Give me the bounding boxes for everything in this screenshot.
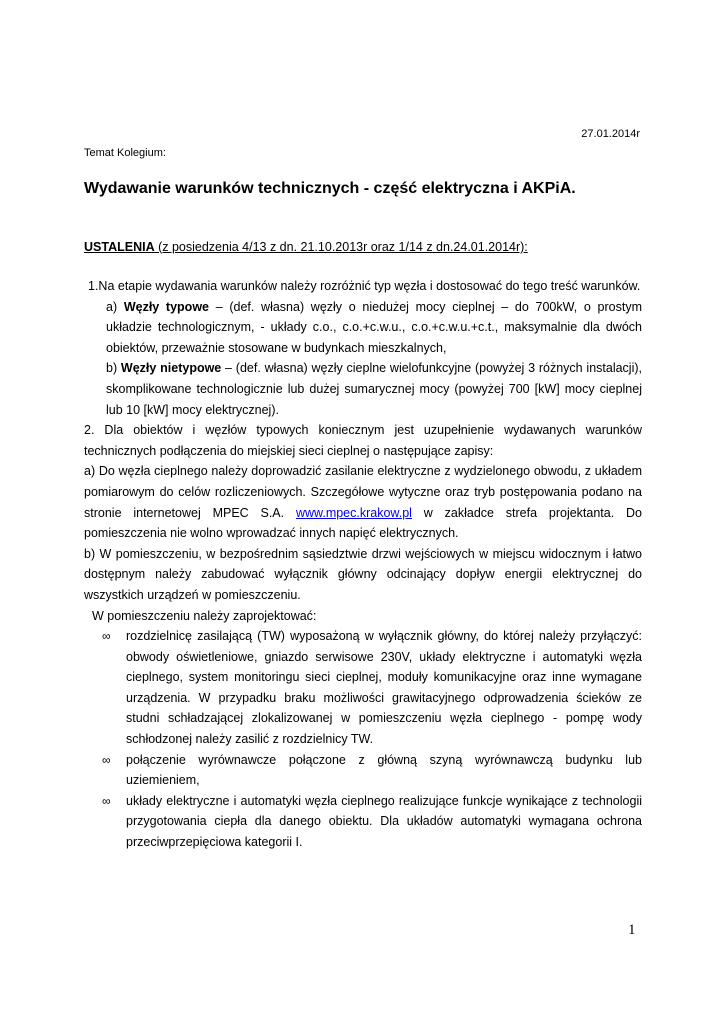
infinity-bullet-icon: ∞ xyxy=(102,752,111,767)
section2-item-a xyxy=(84,461,642,543)
ustalenia-label: USTALENIA xyxy=(84,240,155,254)
ustalenia-heading xyxy=(84,240,528,254)
section2-intro: 2. Dla obiektów i węzłów typowych koniecznym jest uzupełnienie wydawanych warunków technicznych podłączenia do miejskiej sieci cieplnej o następujące zapisy: xyxy=(84,423,642,458)
section1-item-b-text: – (def. własna) węzły cieplne wielofunkcyjne (powyżej 3 różnych instalacji), skomplikowane technologicznie lub dużej sumarycznej mocy (powyżej 700 [kW] mocy cieplnej lub 10 [kW] mocy elektrycznej). xyxy=(106,361,642,417)
section1-item-a-prefix: a) xyxy=(106,299,124,314)
list-item xyxy=(84,791,642,853)
section1-item-a xyxy=(84,297,642,359)
section2-item-b: b) W pomieszczeniu, w bezpośrednim sąsiedztwie drzwi wejściowych w miejscu widocznym i łatwo dostępnym należy zabudować wyłącznik główny odcinający dopływ energii elektrycznej do wszystkich urządzeń w pomieszczeniu. xyxy=(84,546,642,602)
section1-item-a-text: – (def. własna) węzły o niedużej mocy cieplnej – do 700kW, o prostym układzie technologicznym, - układy c.o., c.o.+c.w.u., c.o.+c.w.u.+c.t., maksymalnie dla dwóch obiektów, przeważnie stosowane w budynkach mieszkalnych, xyxy=(106,299,642,355)
list-item xyxy=(84,626,642,750)
section1-item-b xyxy=(84,358,642,420)
section1-item-b-bold: Węzły nietypowe xyxy=(120,361,222,376)
list-item-text: rozdzielnicę zasilającą (TW) wyposażoną w wyłącznik główny, do której należy przyłączyć: obwody oświetleniowe, gniazdo serwisowe 230V, układy elektryczne i automatyki węzła cieplnego, system monitoringu sieci cieplnej, moduły komunikacyjne oraz inne wymagane urządzenia. W przypadku braku możliwości grawitacyjnego odprowadzenia ścieków ze studni schładzającej zlokalizowanej w pomieszczeniu węzła cieplnego - pompę wody schłodzonej należy zasilić z rozdzielnicy TW. xyxy=(126,629,642,747)
section1-item-b-prefix: b) xyxy=(106,361,121,376)
document-body xyxy=(84,276,642,853)
room-design-intro: W pomieszczeniu należy zaprojektować: xyxy=(92,608,317,623)
list-item-text: połączenie wyrównawcze połączone z główną szyną wyrównawczą budynku lub uziemieniem, xyxy=(126,752,642,788)
topic-label: Temat Kolegium: xyxy=(84,147,166,159)
section1-item-a-bold: Węzły typowe xyxy=(123,299,209,314)
mpec-website-link[interactable]: www.mpec.krakow.pl xyxy=(295,505,412,520)
list-item xyxy=(84,750,642,791)
page-number: 1 xyxy=(628,922,636,938)
document-date: 27.01.2014r xyxy=(581,128,640,140)
ustalenia-details: (z posiedzenia 4/13 z dn. 21.10.2013r oraz 1/14 z dn.24.01.2014r): xyxy=(154,240,528,254)
section2-item-a-text-2: w zakładce strefa projektanta. Do pomieszczenia nie wolno wprowadzać innych napięć elektrycznych. xyxy=(84,505,643,541)
infinity-bullet-icon: ∞ xyxy=(102,629,111,644)
section2-item-a-text-1: a) Do węzła cieplnego należy doprowadzić zasilanie elektryczne z wydzielonego obwodu, z układem pomiarowym do celów rozliczeniowych. Szczegółowe wytyczne oraz tryb postępowania podano na stronie internetowej MPEC S.A. xyxy=(84,464,642,520)
document-title: Wydawanie warunków technicznych - część elektryczna i AKPiA. xyxy=(84,180,576,197)
list-item-text: układy elektryczne i automatyki węzła cieplnego realizujące funkcje wynikające z technologii przygotowania ciepła dla danego obiektu. Dla układów automatyki wymagana ochrona przeciwprzepięciowa kategorii I. xyxy=(126,793,642,850)
infinity-bullet-icon: ∞ xyxy=(102,793,111,808)
section1-intro: 1.Na etapie wydawania warunków należy rozróżnić typ węzła i dostosować do tego treść warunków. xyxy=(88,279,641,293)
